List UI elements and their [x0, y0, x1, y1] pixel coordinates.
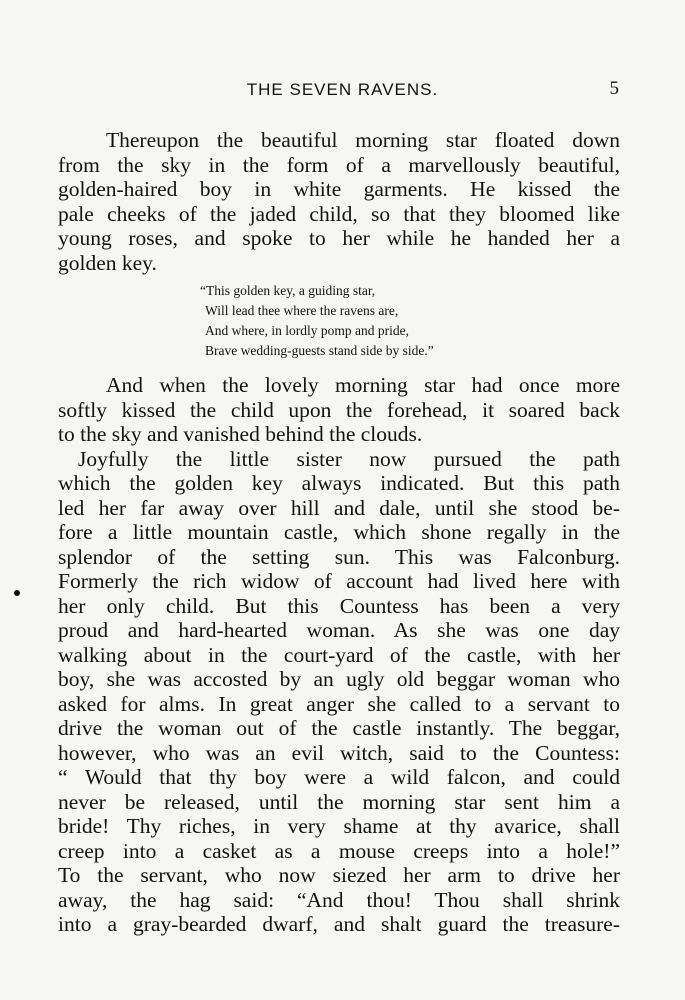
text-line: splendor of the setting sun. This was Falconburg. — [58, 544, 620, 569]
text-line: Formerly the rich widow of account had lived here with — [58, 569, 620, 593]
text-line: young roses, and spoke to her while he handed her a — [58, 226, 620, 250]
text-line: creep into a casket as a mouse creeps into a hole!” — [58, 838, 620, 863]
chapter-title: THE SEVEN RAVENS. — [246, 80, 439, 99]
text-line: proud and hard-hearted woman. As she was one day — [58, 618, 620, 642]
text-line: walking about in the court-yard of the castle, with her — [58, 642, 620, 667]
text-line: softly kissed the child upon the forehead, it soared back — [58, 397, 620, 422]
text-line: her only child. But this Countess has been a very — [58, 593, 620, 618]
text-line: which the golden key always indicated. But this path — [58, 471, 620, 495]
running-header — [0, 78, 685, 102]
ink-speck — [14, 590, 20, 596]
text-line: boy, she was accosted by an ugly old beggar woman who — [58, 667, 620, 691]
text-line: bride! Thy riches, in very shame at thy avarice, shall — [58, 814, 620, 838]
page-number: 5 — [609, 78, 619, 99]
text-line: into a gray-bearded dwarf, and shalt guard the treasure- — [58, 912, 620, 936]
text-line: “ Would that thy boy were a wild falcon, and could — [58, 765, 620, 789]
text-line: golden key. — [58, 250, 157, 275]
verse-quote — [200, 281, 540, 361]
body-text — [58, 128, 620, 937]
paragraph-1 — [58, 128, 620, 275]
verse-line: Will lead thee where the ravens are, — [205, 303, 399, 318]
text-line: led her far away over hill and dale, until she stood be- — [58, 495, 620, 520]
text-line: Joyfully the little sister now pursued the path — [78, 446, 620, 471]
paragraph-2 — [58, 373, 620, 447]
text-line: golden-haired boy in white garments. He kissed the — [58, 177, 620, 201]
text-line: drive the woman out of the castle instantly. The beggar, — [58, 716, 620, 740]
text-line: away, the hag said: “And thou! Thou shall shrink — [58, 887, 620, 912]
text-line: To the servant, who now siezed her arm to drive her — [58, 863, 620, 887]
text-line: pale cheeks of the jaded child, so that they bloomed like — [58, 201, 620, 226]
verse-line: “This golden key, a guiding star, — [200, 283, 376, 298]
text-line: And when the lovely morning star had once more — [106, 373, 620, 397]
text-line: asked for alms. In great anger she called to a servant to — [58, 691, 620, 716]
text-line: from the sky in the form of a marvellously beautiful, — [58, 152, 620, 177]
text-line: to the sky and vanished behind the clouds. — [58, 422, 423, 446]
verse-line: And where, in lordly pomp and pride, — [205, 323, 409, 338]
text-line: fore a little mountain castle, which shone regally in the — [58, 520, 620, 544]
text-line: Thereupon the beautiful morning star floated down — [106, 128, 620, 152]
paragraph-3 — [58, 447, 620, 937]
text-line: never be released, until the morning star sent him a — [58, 789, 620, 814]
text-line: however, who was an evil witch, said to the Countess: — [58, 740, 620, 765]
verse-line: Brave wedding-guests stand side by side.” — [205, 343, 434, 358]
